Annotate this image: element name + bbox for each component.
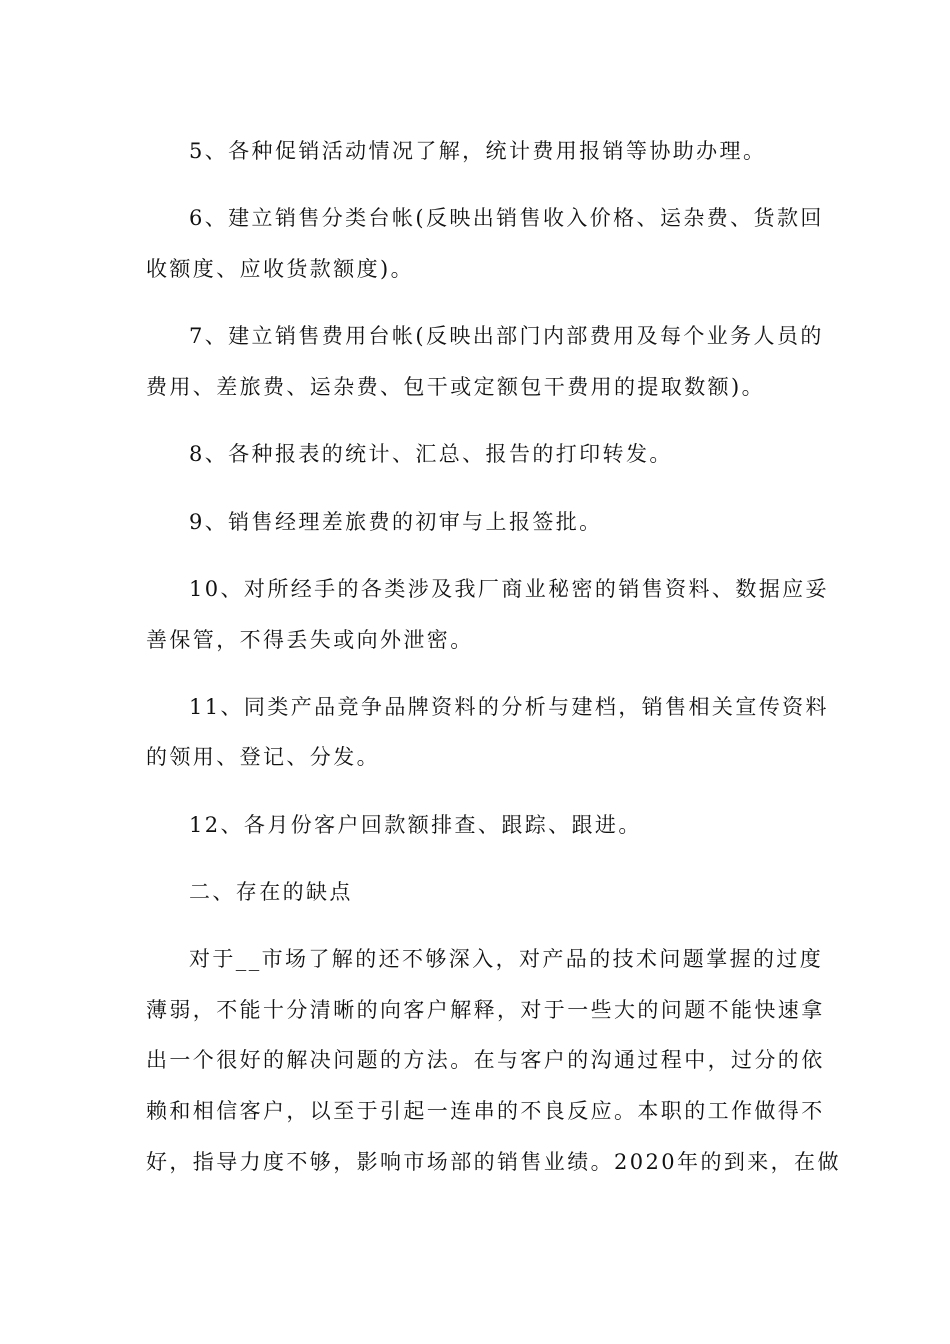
paragraph-line-4: 赖和相信客户，以至于引起一连串的不良反应。本职的工作做得不 xyxy=(146,1099,825,1123)
item-10-line-2: 善保管，不得丢失或向外泄密。 xyxy=(146,628,474,652)
section-heading-shortcomings: 二、存在的缺点 xyxy=(189,880,353,904)
item-12-line: 12、各月份客户回款额排查、跟踪、跟进。 xyxy=(189,813,642,837)
item-7-line-1: 7、建立销售费用台帐(反映出部门内部费用及每个业务人员的 xyxy=(189,324,824,348)
item-11-line-2: 的领用、登记、分发。 xyxy=(146,745,380,769)
paragraph-line-2: 薄弱，不能十分清晰的向客户解释，对于一些大的问题不能快速拿 xyxy=(146,998,825,1022)
paragraph-line-3: 出一个很好的解决问题的方法。在与客户的沟通过程中，过分的依 xyxy=(146,1048,825,1072)
paragraph-line-1: 对于__市场了解的还不够深入，对产品的技术问题掌握的过度 xyxy=(189,947,824,971)
item-10-line-1: 10、对所经手的各类涉及我厂商业秘密的销售资料、数据应妥 xyxy=(189,577,829,601)
item-8-line: 8、各种报表的统计、汇总、报告的打印转发。 xyxy=(189,442,673,466)
item-11-line-1: 11、同类产品竞争品牌资料的分析与建档，销售相关宣传资料 xyxy=(189,695,829,719)
item-5-line: 5、各种促销活动情况了解，统计费用报销等协助办理。 xyxy=(189,139,767,163)
item-9-line: 9、销售经理差旅费的初审与上报签批。 xyxy=(189,510,603,534)
item-7-line-2: 费用、差旅费、运杂费、包干或定额包干费用的提取数额)。 xyxy=(146,375,765,399)
paragraph-line-5: 好，指导力度不够，影响市场部的销售业绩。2020年的到来，在做 xyxy=(146,1150,841,1174)
item-6-line-2: 收额度、应收货款额度)。 xyxy=(146,257,414,281)
item-6-line-1: 6、建立销售分类台帐(反映出销售收入价格、运杂费、货款回 xyxy=(189,206,824,230)
